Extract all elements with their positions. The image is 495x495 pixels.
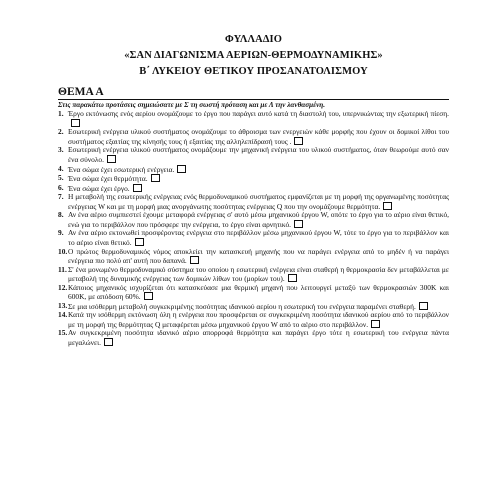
statement-item [58, 329, 449, 347]
answer-checkbox[interactable] [294, 220, 303, 228]
statement-number: 15. [58, 328, 68, 338]
section-heading: ΘΕΜΑ Α [58, 86, 449, 100]
statement-item [58, 193, 449, 211]
statement-number: 9. [58, 228, 64, 238]
statement-text: Η μεταβολή της εσωτερικής ενέργειας ενός θερμοδυναμικού συστήματος εμφανίζεται με τη μορφή της οργανωμένης ποσότητας ενέργειας W και με τη μορφή μιας ανοργάνωτης ποσότητας ενέργειας Q που την ονομάζουμε θερμότητα. [68, 192, 449, 211]
statement-text: Ο πρώτος θερμοδυναμικός νόμος αποκλείει την κατασκευή μηχανής που να παράγει ενέργεια από το μηδέν ή να παράγει ενέργεια πιο πολύ απ' αυτή που δαπανά. [68, 246, 449, 266]
statement-number: 3. [58, 145, 64, 155]
statement-text: Εσωτερική ενέργεια υλικού συστήματος ονομάζουμε το άθροισμα των ενεργειών κάθε μορφής που έχουν οι δομικοί λίθοι του συστήματος εξαιτίας της κίνησής τους ή εξαιτίας της αλληλεπίδρασή τους . [68, 127, 449, 146]
answer-checkbox[interactable] [151, 174, 160, 182]
statement-number: 8. [58, 210, 64, 220]
answer-checkbox[interactable] [190, 256, 199, 264]
document-class-line: Β΄ ΛΥΚΕΙΟΥ ΘΕΤΙΚΟΥ ΠΡΟΣΑΝΑΤΟΛΙΣΜΟΥ [139, 66, 368, 77]
statement-item [58, 284, 449, 302]
statement-text: Ένα σώμα έχει έργο. [68, 183, 130, 193]
answer-checkbox[interactable] [383, 202, 392, 210]
statement-item [58, 229, 449, 247]
statement-item [58, 165, 449, 175]
statement-number: 10. [58, 246, 68, 256]
answer-checkbox[interactable] [144, 292, 153, 300]
statement-text: Αν ένα αέριο εκτονωθεί προσφέροντας ενέργεια στο περιβάλλον μέσω μηχανικού έργου W, τότε το έργο για το περιβάλλον και το αέριο είναι θετικό. [68, 228, 449, 247]
statement-text: Ένα σώμα έχει θερμότητα. [68, 174, 148, 184]
statement-text: Έργο εκτόνωσης ενός αερίου ονομάζουμε το έργο που παράγει αυτό κατά τη διαστολή του, υπερνικώντας την εξωτερική πίεση. [68, 109, 449, 119]
document-subtitle: «ΣΑΝ ΔΙΑΓΩΝΙΣΜΑ ΑΕΡΙΩΝ-ΘΕΡΜΟΔΥΝΑΜΙΚΗΣ» [124, 50, 383, 61]
statement-number: 13. [58, 300, 68, 310]
answer-checkbox[interactable] [71, 119, 80, 127]
statement-text: Κατά την ισόθερμη εκτόνωση όλη η ενέργεια που προσφέρεται σε συγκεκριμένη ποσότητα ιδανικού αερίου από το περιβάλλον με τη μορφή της θερμότητας Q μεταφέρεται μέσω μηχανικού έργου W από το αέριο στο περιβάλλον. [68, 310, 449, 329]
statement-number: 4. [58, 163, 64, 173]
statement-item [58, 110, 449, 128]
statement-number: 5. [58, 173, 64, 183]
statement-number: 2. [58, 127, 64, 137]
section-instructions: Στις παρακάτω προτάσεις σημειώσατε με Σ τη σωστή πρόταση και με Λ την λανθασμένη. [58, 101, 326, 109]
answer-checkbox[interactable] [288, 274, 297, 282]
document-title: ΦΥΛΛΑΔΙΟ [224, 34, 283, 45]
statement-number: 6. [58, 182, 64, 192]
statement-number: 7. [58, 192, 64, 202]
statement-number: 11. [58, 264, 67, 274]
statement-item [58, 146, 449, 164]
statement-number: 14. [58, 310, 68, 320]
statement-text: Αν συγκεκριμένη ποσότητα ιδανικό αέριο απορροφά θερμότητα και παράγει έργο τότε η εσωτερική του ενέργεια πάντα μεγαλώνει. [68, 328, 449, 347]
answer-checkbox[interactable] [419, 302, 428, 310]
statement-text: Σ' ένα μονωμένο θερμοδυναμικό σύστημα του οποίου η εσωτερική ενέργεια είναι σταθερή η θερμοκρασία δεν μεταβάλλεται με μεταβολή της δυναμικής ενέργειας των δομικών λίθων του (μορίων του). [68, 264, 449, 284]
statement-item [58, 128, 449, 146]
answer-checkbox[interactable] [104, 338, 113, 346]
document-header [58, 32, 449, 80]
statement-item [58, 174, 449, 184]
statement-item [58, 266, 449, 284]
statement-number: 12. [58, 282, 68, 292]
answer-checkbox[interactable] [371, 320, 380, 328]
statements-list [58, 110, 449, 347]
answer-checkbox[interactable] [135, 238, 144, 246]
answer-checkbox[interactable] [107, 155, 116, 163]
statement-number: 1. [58, 109, 64, 119]
statement-text: Ένα σώμα έχει εσωτερική ενέργεια. [68, 164, 175, 174]
statement-text: Αν ένα αέριο συμπιεστεί έχουμε μεταφορά ενέργειας σ' αυτό μέσω μηχανικού έργου W, οπότε το έργο για το αέριο είναι θετικό, ενώ για το περιβάλλον που πρόσφερε την ενέργεια, το έργο είναι αρνητικό. [68, 210, 449, 229]
answer-checkbox[interactable] [294, 137, 303, 145]
answer-checkbox[interactable] [177, 165, 186, 173]
statement-item [58, 311, 449, 329]
statement-item [58, 211, 449, 229]
answer-checkbox[interactable] [133, 184, 142, 192]
statement-item [58, 248, 449, 266]
statement-text: Εσωτερική ενέργεια υλικού συστήματος ονομάζουμε την μηχανική ενέργεια του υλικού συστήματος, όταν θεωρούμε αυτό σαν ένα σύνολο. [68, 145, 449, 165]
statement-text: Σε μια ισόθερμη μεταβολή συγκεκριμένης ποσότητας ιδανικού αερίου η εσωτερική του ενέργεια παραμένει σταθερή. [68, 301, 416, 311]
statement-text: Κάποιος μηχανικός ισχυρίζεται ότι κατασκεύασε μια θερμική μηχανή που λειτουργεί μεταξύ των θερμοκρασιών 300Κ και 600Κ, με απόδοση 60%. [68, 282, 449, 302]
